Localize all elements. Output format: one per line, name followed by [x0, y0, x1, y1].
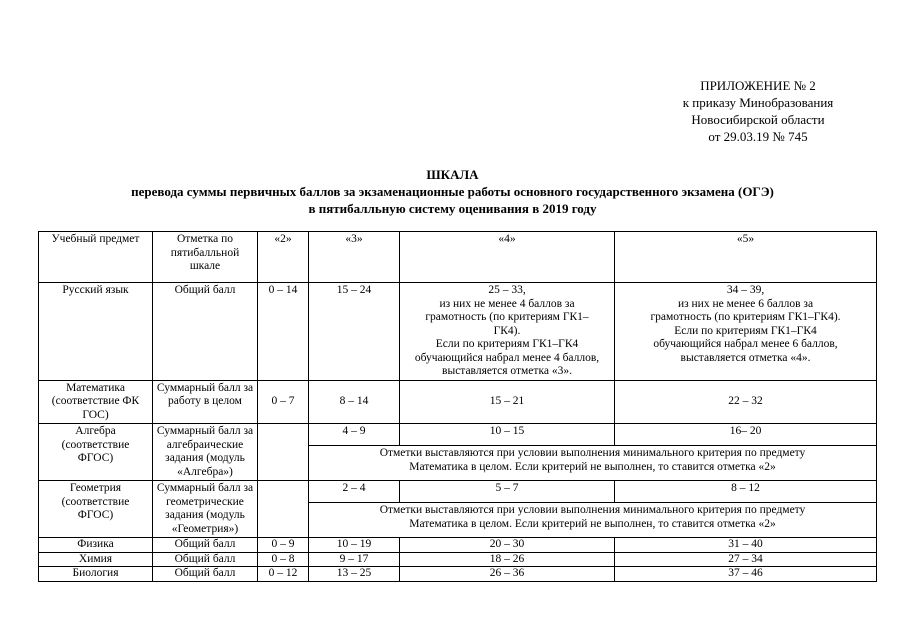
- condition-note-cell: [309, 446, 877, 481]
- header-subject: Учебный предмет: [39, 232, 153, 283]
- grade-5-cell: 22 – 32: [615, 380, 877, 424]
- document-title: [0, 166, 905, 217]
- basis-line: алгебраические: [166, 438, 244, 451]
- grade-4-cell: 20 – 30: [400, 538, 615, 553]
- basis-line: «Алгебра»): [177, 465, 233, 478]
- grade-5-line: из них не менее 6 баллов за: [677, 297, 814, 310]
- header-grade-5: «5»: [615, 232, 877, 283]
- grade-2-cell-empty: [258, 481, 309, 538]
- appendix-date: от 29.03.19 № 745: [708, 129, 808, 144]
- basis-line: геометрические: [166, 495, 244, 508]
- grade-2-cell-empty: [258, 424, 309, 481]
- grade-2-cell: 0 – 9: [258, 538, 309, 553]
- grade-5-line: выставляется отметка «4».: [680, 351, 811, 364]
- appendix-region: Новосибирской области: [691, 112, 825, 127]
- subject-cell: Русский язык: [39, 283, 153, 381]
- subject-cell: [39, 380, 153, 424]
- basis-cell: Общий балл: [153, 567, 258, 582]
- appendix-title: ПРИЛОЖЕНИЕ № 2: [700, 78, 816, 93]
- subject-cell: [39, 481, 153, 538]
- condition-note-line: Отметки выставляются при условии выполнения минимального критерия по предмету: [379, 447, 806, 460]
- grade-4-cell: 26 – 36: [400, 567, 615, 582]
- header-grade-3: «3»: [309, 232, 400, 283]
- grade-3-cell: 13 – 25: [309, 567, 400, 582]
- grade-5-line: Если по критериям ГК1–ГК4: [674, 324, 817, 337]
- table-row: [39, 380, 877, 424]
- grade-5-cell: [615, 283, 877, 381]
- grade-4-cell: 5 – 7: [400, 481, 615, 503]
- grade-4-cell: 18 – 26: [400, 552, 615, 567]
- table-row: [39, 481, 877, 503]
- subject-cell: Химия: [39, 552, 153, 567]
- basis-cell: Общий балл: [153, 283, 258, 381]
- grade-4-line: грамотность (по критериям ГК1–: [425, 311, 589, 323]
- grade-2-cell: 0 – 12: [258, 567, 309, 582]
- subject-line: (соответствие ФК: [51, 395, 140, 407]
- grade-2-cell: 0 – 8: [258, 552, 309, 567]
- basis-line: задания (модуль: [165, 509, 245, 521]
- table-header-row: [39, 232, 877, 283]
- grade-4-line: 25 – 33,: [488, 284, 526, 296]
- subject-cell: Физика: [39, 538, 153, 553]
- grade-4-line: обучающийся набрал менее 4 баллов,: [414, 351, 600, 364]
- basis-line: работу в целом: [168, 395, 242, 407]
- basis-cell: [153, 380, 258, 424]
- basis-line: «Геометрия»): [171, 522, 239, 535]
- condition-note-cell: [309, 503, 877, 538]
- grade-3-cell: 10 – 19: [309, 538, 400, 553]
- grade-2-cell: 0 – 14: [258, 283, 309, 381]
- header-grade-4: «4»: [400, 232, 615, 283]
- header-grade-2: «2»: [258, 232, 309, 283]
- grade-4-cell: 15 – 21: [400, 380, 615, 424]
- grading-scale-table: [38, 231, 877, 582]
- grade-4-line: из них не менее 4 баллов за: [439, 297, 575, 310]
- grade-5-line: 34 – 39,: [726, 284, 765, 296]
- subject-cell: Биология: [39, 567, 153, 582]
- basis-cell: Общий балл: [153, 552, 258, 567]
- grade-5-cell: 8 – 12: [615, 481, 877, 503]
- subject-line: Геометрия: [69, 482, 122, 494]
- grade-4-line: Если по критериям ГК1–ГК4: [435, 338, 579, 350]
- table-row: [39, 567, 877, 582]
- subject-line: (соответствие: [61, 438, 130, 451]
- subject-line: Алгебра: [75, 425, 116, 437]
- grade-3-cell: 8 – 14: [309, 380, 400, 424]
- basis-line: Суммарный балл за: [156, 425, 254, 437]
- grade-4-cell: 10 – 15: [400, 424, 615, 446]
- header-scale: Отметка по пятибалльной шкале: [153, 232, 258, 283]
- basis-cell: [153, 424, 258, 481]
- appendix-block: [648, 77, 868, 145]
- grade-3-cell: 4 – 9: [309, 424, 400, 446]
- grade-4-line: выставляется отметка «3».: [442, 365, 572, 377]
- condition-note-line: Отметки выставляются при условии выполнения минимального критерия по предмету: [379, 504, 806, 517]
- grade-3-cell: 15 – 24: [309, 283, 400, 381]
- condition-note-line: Математика в целом. Если критерий не выполнен, то ставится отметка «2»: [409, 460, 776, 473]
- grade-4-line: ГК4).: [493, 324, 521, 337]
- grade-5-cell: 27 – 34: [615, 552, 877, 567]
- table-row: [39, 424, 877, 446]
- grade-4-cell: [400, 283, 615, 381]
- grade-2-cell: 0 – 7: [258, 380, 309, 424]
- basis-line: Суммарный балл за: [156, 482, 254, 494]
- basis-cell: Общий балл: [153, 538, 258, 553]
- subject-line: ФГОС): [77, 452, 114, 464]
- table-row: [39, 552, 877, 567]
- grade-3-cell: 9 – 17: [309, 552, 400, 567]
- basis-line: задания (модуль: [165, 452, 245, 464]
- grade-5-cell: 16– 20: [615, 424, 877, 446]
- subject-line: ГОС): [82, 408, 109, 421]
- subject-line: Математика: [66, 381, 125, 394]
- appendix-order: к приказу Минобразования: [682, 95, 834, 110]
- title-line-3: в пятибалльную систему оценивания в 2019 году: [308, 201, 597, 216]
- subject-line: (соответствие: [61, 495, 130, 508]
- grade-5-line: обучающийся набрал менее 6 баллов,: [653, 338, 838, 350]
- title-line-1: ШКАЛА: [426, 167, 479, 182]
- grade-5-cell: 31 – 40: [615, 538, 877, 553]
- grade-3-cell: 2 – 4: [309, 481, 400, 503]
- grade-5-cell: 37 – 46: [615, 567, 877, 582]
- table-row: [39, 283, 877, 381]
- title-line-2: перевода суммы первичных баллов за экзаменационные работы основного государственного экзамена (ОГЭ): [131, 184, 774, 199]
- subject-cell: [39, 424, 153, 481]
- condition-note-line: Математика в целом. Если критерий не выполнен, то ставится отметка «2»: [409, 517, 776, 530]
- subject-line: ФГОС): [77, 509, 114, 521]
- grade-5-line: грамотность (по критериям ГК1–ГК4).: [650, 311, 841, 323]
- table-row: [39, 538, 877, 553]
- basis-line: Суммарный балл за: [156, 381, 254, 394]
- basis-cell: [153, 481, 258, 538]
